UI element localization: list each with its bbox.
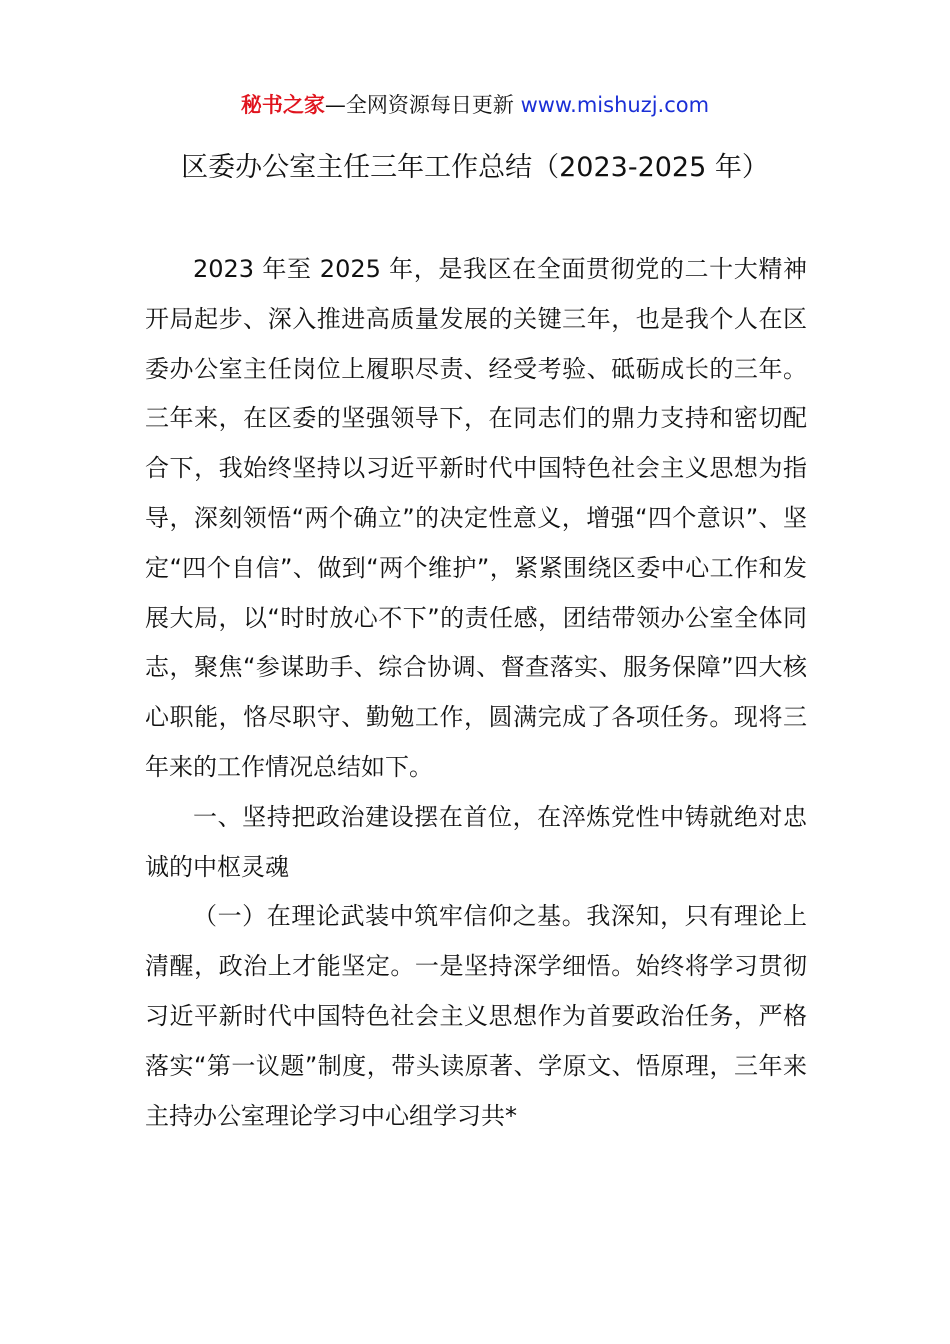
intro-paragraph: 2023 年至 2025 年，是我区在全面贯彻党的二十大精神开局起步、深入推进高质量发展的关键三年，也是我个人在区委办公室主任岗位上履职尽责、经受考验、砥砺成长的三年。三年来，在区委的坚强领导下，在同志们的鼎力支持和密切配合下，我始终坚持以习近平新时代中国特色社会主义思想为指导，深刻领悟“两个确立”的决定性意义，增强“四个意识”、坚定“四个自信”、做到“两个维护”，紧紧围绕区委中心工作和发展大局，以“时时放心不下”的责任感，团结带领办公室全体同志，聚焦“参谋助手、综合协调、督查落实、服务保障”四大核心职能，恪尽职守、勤勉工作，圆满完成了各项任务。现将三年来的工作情况总结如下。	[145, 255, 807, 781]
header-tagline: —全网资源每日更新	[324, 93, 521, 117]
brand-name: 秘书之家	[240, 93, 325, 117]
site-header	[0, 88, 950, 122]
document-title: 区委办公室主任三年工作总结（2023-2025 年）	[181, 152, 769, 183]
subsection-paragraph: （一）在理论武装中筑牢信仰之基。我深知，只有理论上清醒，政治上才能坚定。一是坚持深学细悟。始终将学习贯彻习近平新时代中国特色社会主义思想作为首要政治任务，严格落实“第一议题”制度，带头读原著、学原文、悟原理，三年来主持办公室理论学习中心组学习共*	[145, 902, 807, 1130]
document-body	[145, 245, 807, 1141]
site-url-link[interactable]: www.mishuzj.com	[520, 93, 710, 117]
section-heading: 一、坚持把政治建设摆在首位，在淬炼党性中铸就绝对忠诚的中枢灵魂	[145, 802, 807, 881]
